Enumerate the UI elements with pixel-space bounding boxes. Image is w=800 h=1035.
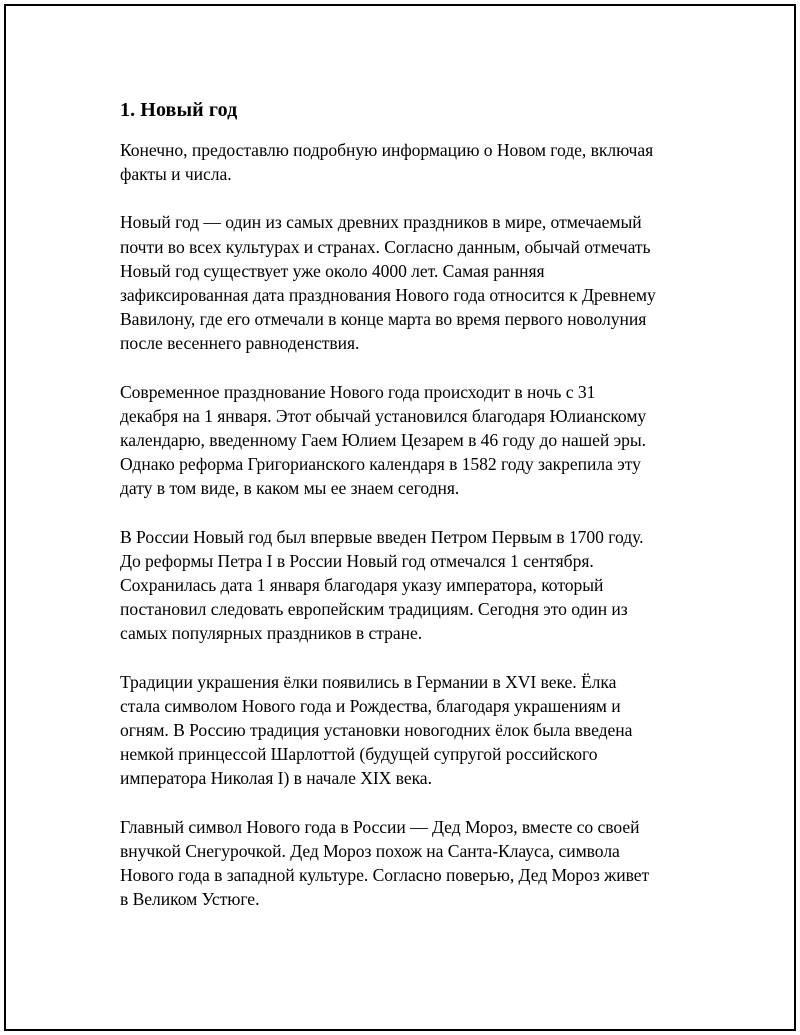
text-line: Однако реформа Григорианского календаря в 1582 году закрепила эту	[120, 454, 641, 475]
text-line: почти во всех культурах и странах. Согласно данным, обычай отмечать	[120, 236, 651, 257]
text-line: Новый год существует уже около 4000 лет. Самая ранняя	[120, 260, 545, 281]
text-line: императора Николая I) в начале XIX века.	[120, 768, 432, 789]
text-line: Нового года в западной культуре. Согласно поверью, Дед Мороз живет	[120, 865, 650, 886]
text-line: после весеннего равноденствия.	[120, 333, 360, 354]
paragraph-ded-moroz	[120, 815, 700, 912]
text-line: Новый год — один из самых древних праздников в мире, отмечаемый	[120, 212, 642, 233]
page-frame	[4, 4, 796, 1031]
text-line: календарю, введенному Гаем Юлием Цезарем в 46 году до нашей эры.	[120, 430, 646, 451]
paragraph-russia	[120, 525, 700, 646]
text-line: внучкой Снегурочкой. Дед Мороз похож на Санта-Клауса, символа	[120, 840, 620, 861]
text-line: Традиции украшения ёлки появились в Германии в XVI веке. Ёлка	[120, 671, 617, 692]
text-line: Сохранилась дата 1 января благодаря указу императора, который	[120, 575, 604, 596]
text-line: Вавилону, где его отмечали в конце марта во время первого новолуния	[120, 309, 647, 330]
text-line: немкой принцессой Шарлоттой (будущей супругой российского	[120, 744, 598, 765]
paragraph-intro	[120, 138, 700, 186]
text-line: Главный символ Нового года в России — Дед Мороз, вместе со своей	[120, 816, 640, 837]
text-line: декабря на 1 января. Этот обычай установился благодаря Юлианскому	[120, 405, 647, 426]
section-heading: 1. Новый год	[120, 99, 238, 121]
text-line: До реформы Петра I в России Новый год отмечался 1 сентября.	[120, 550, 594, 571]
text-line: стала символом Нового года и Рождества, благодаря украшениям и	[120, 695, 621, 716]
text-line: огням. В Россию традиция установки новогодних ёлок была введена	[120, 720, 633, 741]
text-line: Современное празднование Нового года происходит в ночь с 31	[120, 381, 596, 402]
text-line: в Великом Устюге.	[120, 889, 260, 910]
text-line: факты и числа.	[120, 164, 232, 185]
paragraph-history	[120, 210, 700, 355]
text-line: Конечно, предоставлю подробную информацию о Новом годе, включая	[120, 140, 654, 160]
text-line: В России Новый год был впервые введен Петром Первым в 1700 году.	[120, 526, 644, 547]
paragraph-tree-traditions	[120, 670, 700, 791]
text-line: постановил следовать европейским традициям. Сегодня это один из	[120, 599, 628, 620]
text-line: зафиксированная дата празднования Нового года относится к Древнему	[120, 285, 656, 306]
text-line: дату в том виде, в каком мы ее знаем сегодня.	[120, 478, 460, 499]
paragraph-modern-celebration	[120, 380, 700, 501]
text-line: самых популярных праздников в стране.	[120, 623, 423, 644]
document-body	[120, 98, 700, 935]
